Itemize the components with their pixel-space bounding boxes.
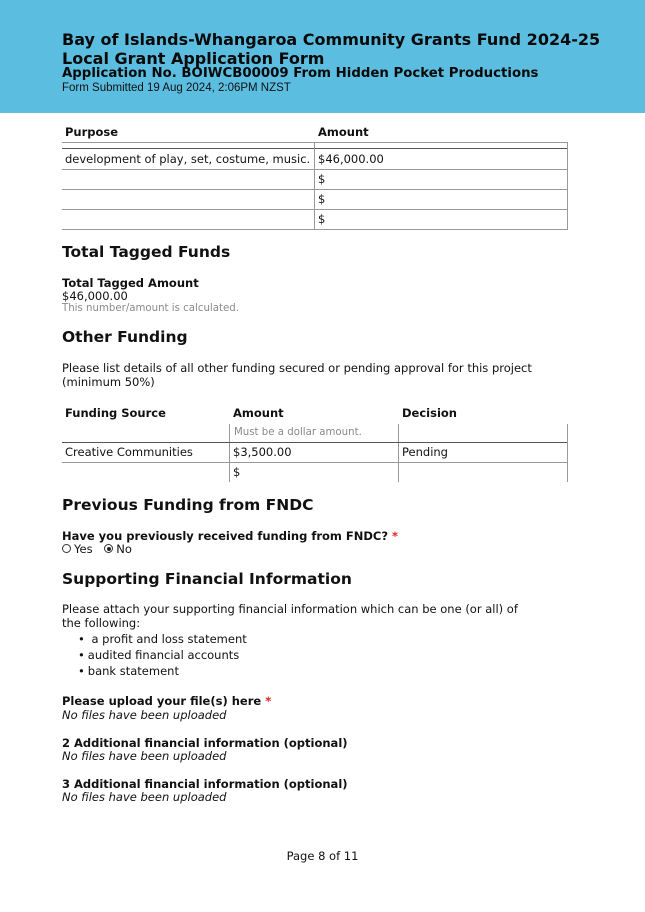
upload-label-text: Please upload your file(s) here [62, 694, 262, 708]
column-divider [229, 424, 230, 482]
amount-header: Amount [233, 406, 284, 420]
funding-amount-cell: $3,500.00 [233, 445, 292, 459]
purpose-cell: development of play, set, costume, music. [65, 152, 311, 166]
other-funding-description: Please list details of all other funding secured or pending approval for this project (minimum 50%) [62, 361, 532, 389]
upload-status-1: No files have been uploaded [62, 708, 227, 722]
list-item-text: bank statement [87, 664, 179, 678]
title-line-2: Local Grant Application Form [62, 49, 325, 68]
required-marker: * [265, 694, 272, 708]
required-marker: * [392, 529, 399, 543]
amount-cell: $ [318, 172, 326, 186]
submitted-timestamp: Form Submitted 19 Aug 2024, 2:06PM NZST [62, 82, 291, 94]
other-funding-title: Other Funding [62, 328, 188, 346]
question-text: Have you previously received funding from FNDC? [62, 529, 389, 543]
table-divider [62, 442, 567, 443]
radio-checked-icon[interactable] [104, 544, 113, 553]
column-divider [398, 424, 399, 482]
title-line-1: Bay of Islands-Whangaroa Community Grants Fund 2024-25 [62, 30, 601, 49]
upload-status-2: No files have been uploaded [62, 749, 227, 763]
form-header [0, 0, 645, 113]
funding-amount-cell: $ [233, 465, 241, 479]
funding-decision-cell: Pending [402, 445, 448, 459]
previous-funding-question [62, 529, 398, 543]
list-item [78, 663, 247, 679]
radio-yes[interactable] [62, 542, 93, 556]
total-tagged-amount-label: Total Tagged Amount [62, 276, 199, 290]
table-divider [62, 462, 567, 463]
table-right-border [567, 142, 568, 230]
upload-label-1 [62, 694, 271, 708]
amount-header: Amount [318, 125, 369, 139]
application-number: Application No. BOIWCB00009 From Hidden Pocket Productions [62, 66, 539, 81]
upload-status-3: No files have been uploaded [62, 790, 227, 804]
financial-document-list [78, 631, 247, 679]
amount-cell: $ [318, 212, 326, 226]
total-tagged-amount-value: $46,000.00 [62, 289, 128, 303]
column-divider [314, 142, 315, 230]
supporting-financial-title: Supporting Financial Information [62, 570, 352, 588]
calculated-hint: This number/amount is calculated. [62, 303, 239, 314]
table-right-border [567, 424, 568, 482]
upload-label-3: 3 Additional financial information (optional) [62, 777, 348, 791]
funding-source-header: Funding Source [65, 406, 166, 420]
list-item [78, 647, 247, 663]
decision-header: Decision [402, 406, 457, 420]
previous-funding-title: Previous Funding from FNDC [62, 496, 314, 514]
radio-unchecked-icon[interactable] [62, 544, 71, 553]
total-tagged-funds-title: Total Tagged Funds [62, 243, 231, 261]
radio-no-label: No [116, 542, 132, 556]
list-item-text: a profit and loss statement [87, 632, 247, 646]
upload-label-2: 2 Additional financial information (optional) [62, 736, 348, 750]
supporting-financial-description: Please attach your supporting financial information which can be one (or all) of the following: [62, 602, 518, 630]
amount-cell: $46,000.00 [318, 152, 384, 166]
form-title [62, 30, 632, 68]
radio-no[interactable] [104, 542, 132, 556]
purpose-header: Purpose [65, 125, 119, 139]
amount-hint: Must be a dollar amount. [234, 427, 362, 438]
previous-funding-options [62, 542, 132, 556]
amount-cell: $ [318, 192, 326, 206]
page-number: Page 8 of 11 [286, 849, 359, 863]
radio-yes-label: Yes [74, 542, 93, 556]
funding-source-cell: Creative Communities [65, 445, 193, 459]
list-item [78, 631, 247, 647]
list-item-text: audited financial accounts [87, 648, 240, 662]
